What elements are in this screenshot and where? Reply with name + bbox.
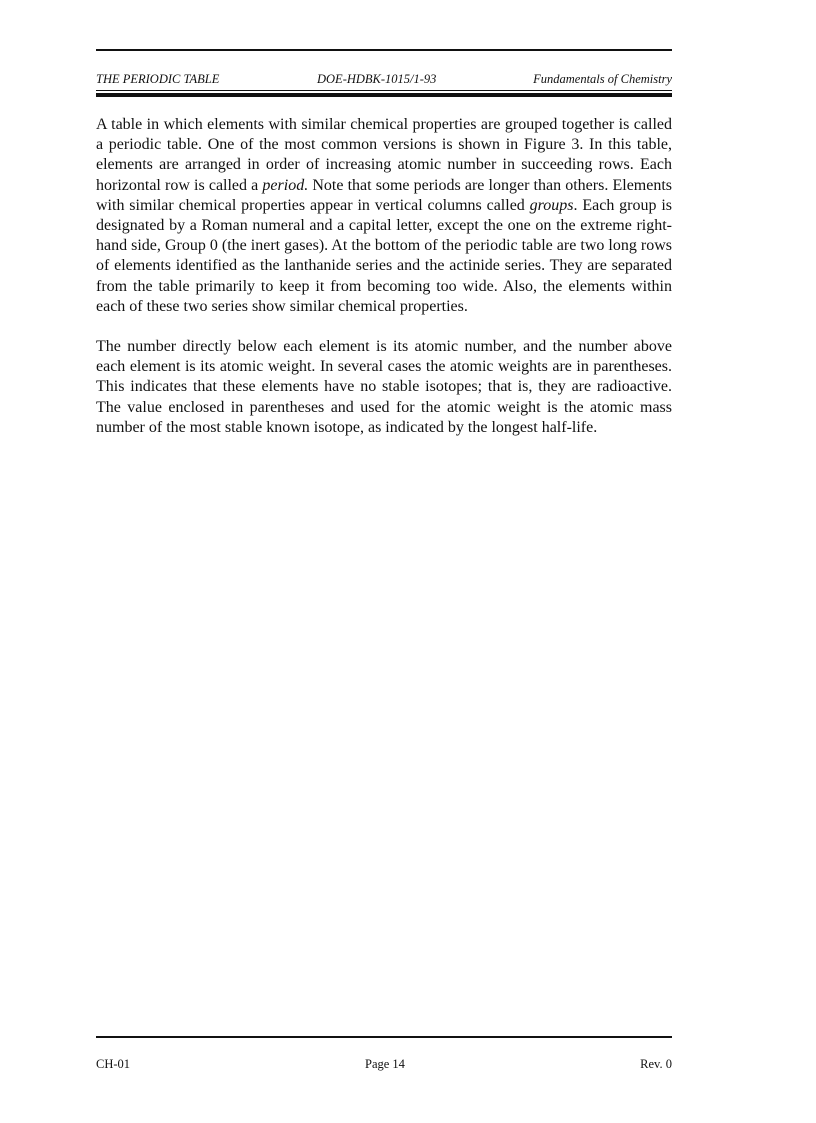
paragraph-periodic-table	[96, 115, 672, 317]
body-text	[96, 115, 672, 458]
footer-rule	[96, 1036, 672, 1038]
footer-page-number: Page 14	[365, 1057, 405, 1071]
page-footer	[96, 1057, 672, 1073]
header-handbook-title: Fundamentals of Chemistry	[533, 72, 672, 86]
header-rule-thin	[96, 90, 672, 91]
header-document-number: DOE-HDBK-1015/1-93	[317, 72, 437, 86]
term-groups: groups	[529, 196, 574, 214]
footer-module-code: CH-01	[96, 1057, 131, 1071]
top-rule	[96, 49, 672, 51]
paragraph-text: . Each group is designated by a Roman numeral and a capital letter, except the one on the extreme right-hand side, Group 0 (the inert gases). At the bottom of the periodic table are two long rows of elements identified as the lanthanide series and the actinide series. They are separated from the table primarily to keep it from becoming too wide. Also, the elements within each of these two series show similar chemical properties.	[96, 196, 673, 315]
header-section-title: THE PERIODIC TABLE	[96, 72, 220, 86]
paragraph-text: Note that some periods are longer than others. Elements with similar chemical properties appear in vertical columns called	[96, 176, 673, 214]
footer-revision: Rev. 0	[640, 1057, 672, 1071]
running-header	[96, 72, 672, 90]
header-rule-thick	[96, 93, 672, 97]
term-period: period.	[262, 176, 309, 194]
paragraph-atomic-weight: The number directly below each element is its atomic number, and the number above each element is its atomic weight. In several cases the atomic weights are in parentheses. This indicates that these elements have no stable isotopes; that is, they are radioactive. The value enclosed in parentheses and used for the atomic weight is the atomic mass number of the most stable known isotope, as indicated by the longest half-life.	[96, 338, 672, 436]
paragraph-text: A table in which elements with similar chemical properties are grouped together is called a periodic table. One of the most common versions is shown in Figure 3. In this table, elements are arranged in order of increasing atomic number in succeeding rows. Each horizontal row is called a	[96, 116, 672, 194]
